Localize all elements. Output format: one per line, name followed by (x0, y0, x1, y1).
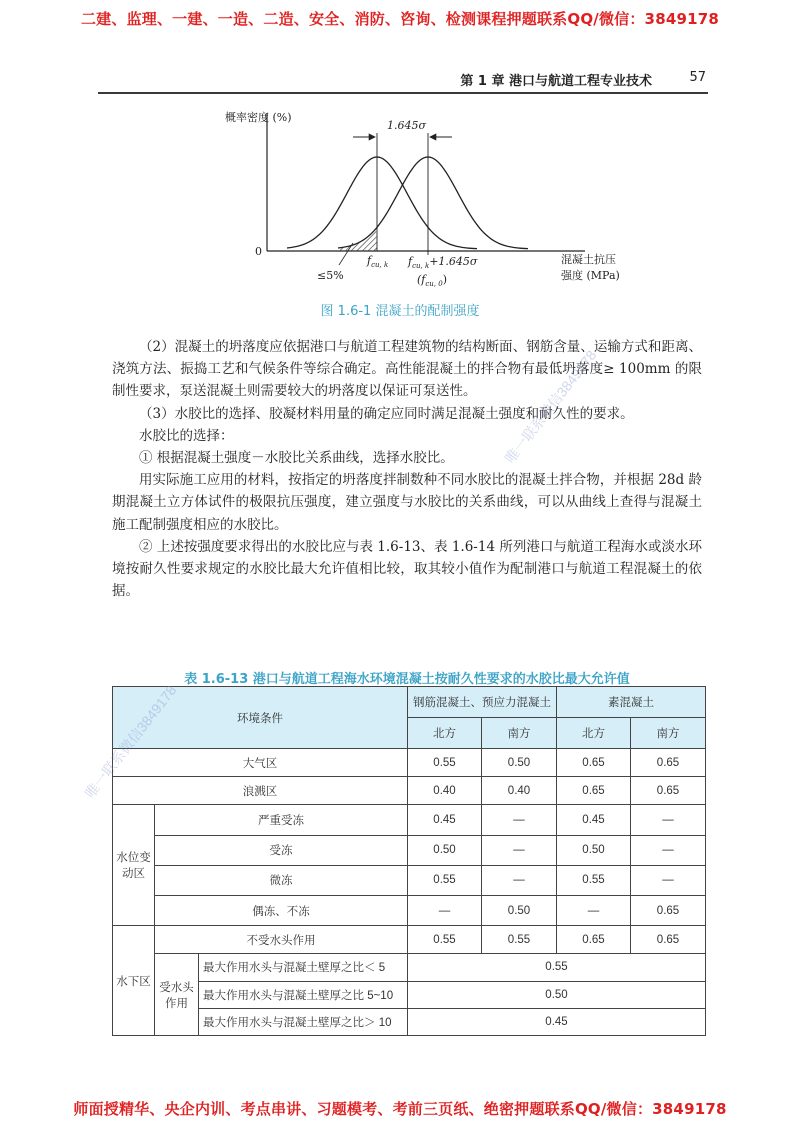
distribution-curve-prep (338, 157, 528, 249)
table-row (113, 835, 706, 865)
header-reinforced: 钢筋混凝土、预应力混凝土 (408, 687, 557, 718)
page-number: 57 (689, 70, 706, 85)
bottom-promo-banner: 师面授精华、央企内训、考点串讲、习题模考、考前三页纸、绝密押题联系QQ/微信：3849178 (73, 1100, 727, 1118)
cell: — (631, 865, 706, 895)
table-row (113, 777, 706, 805)
row-label: 最大作用水头与混凝土壁厚之比＞ 10 (199, 1008, 408, 1035)
figure-caption: 图 1.6-1 混凝土的配制强度 (320, 304, 480, 319)
row-label: 浪溅区 (113, 777, 408, 805)
plus-sigma: +1.645σ (429, 255, 478, 268)
cell: 0.50 (482, 749, 557, 777)
table-row (113, 895, 706, 925)
cell: 0.45 (557, 805, 631, 835)
cell: 0.55 (408, 954, 706, 981)
header-south: 南方 (631, 718, 706, 749)
cell: 0.65 (557, 749, 631, 777)
fcuk-sub: cu, k (371, 261, 389, 269)
row-label: 微冻 (155, 865, 408, 895)
distribution-curve-design (287, 157, 477, 249)
header-environment: 环境条件 (113, 687, 408, 749)
fcuk-label (366, 254, 388, 269)
row-label: 最大作用水头与混凝土壁厚之比＜ 5 (199, 954, 408, 981)
cell: 0.65 (631, 926, 706, 954)
body-text (112, 336, 702, 602)
cell: 0.65 (631, 777, 706, 805)
paragraph-slump: （2）混凝土的坍落度应依据港口与航道工程建筑物的结构断面、钢筋含量、运输方式和距离、浇筑方法、振捣工艺和气候条件等综合确定。高性能混凝土的拌合物有最低坍落度≥ 100mm 的限制性要求，泵送混凝土则需要较大的坍落度以保证可泵送性。 (112, 339, 702, 400)
figure-svg (225, 105, 645, 300)
watermark-left: 唯一联系微信3849178 (81, 682, 180, 802)
top-promo-banner: 二建、监理、一建、一造、二造、安全、消防、咨询、检测课程押题联系QQ/微信：3849178 (80, 10, 720, 28)
concrete-strength-figure (225, 105, 645, 300)
table-row (113, 981, 706, 1008)
cell: — (557, 895, 631, 925)
paragraph-method: 用实际施工应用的材料，按指定的坍落度拌制数种不同水胶比的混凝土拌合物，并根据 28d 龄期混凝土立方体试件的极限抗压强度，建立强度与水胶比的关系曲线，可以从曲线上查得与混凝土施工配制强度相应的水胶比。 (112, 472, 702, 533)
cell: 0.55 (408, 749, 482, 777)
cell: 0.45 (408, 805, 482, 835)
fcuk2-f: f (408, 255, 413, 268)
table-row (113, 865, 706, 895)
fcu0-label (417, 273, 447, 288)
table-caption: 表 1.6-13 港口与航道工程海水环境混凝土按耐久性要求的水胶比最大允许值 (184, 672, 630, 687)
x-axis-label-1: 混凝土抗压 (561, 253, 616, 266)
row-label: 最大作用水头与混凝土壁厚之比 5~10 (199, 981, 408, 1008)
cell: 0.55 (408, 865, 482, 895)
cell: 0.50 (482, 895, 557, 925)
five-percent-label: ≤5% (317, 269, 344, 282)
wb-ratio-table (112, 686, 706, 1036)
row-label: 大气区 (113, 749, 408, 777)
header-north: 北方 (557, 718, 631, 749)
cell: 0.55 (557, 865, 631, 895)
paragraph-step-1: ① 根据混凝土强度－水胶比关系曲线，选择水胶比。 (139, 450, 454, 467)
group-tidal: 水位变动区 (113, 805, 155, 926)
cell: 0.45 (408, 1008, 706, 1035)
table-row (113, 954, 706, 981)
paragraph-wb-ratio: （3）水胶比的选择、胶凝材料用量的确定应同时满足混凝土强度和耐久性的要求。 (139, 405, 634, 422)
watermark-center: 唯一联系微信3849178 (501, 347, 600, 467)
cell: 0.65 (557, 777, 631, 805)
spread-label: 1.645σ (387, 119, 426, 132)
group-underwater: 水下区 (113, 926, 155, 1036)
chapter-title: 第 1 章 港口与航道工程专业技术 (460, 74, 652, 89)
row-label: 严重受冻 (155, 805, 408, 835)
cell: — (482, 805, 557, 835)
fcu0-close: ) (442, 273, 448, 286)
row-label: 受冻 (155, 835, 408, 865)
y-axis-label: 概率密度 (%) (225, 111, 292, 124)
fcuk-f: f (367, 254, 372, 267)
header-south: 南方 (482, 718, 557, 749)
table-row (113, 926, 706, 954)
cell: 0.40 (408, 777, 482, 805)
cell: 0.65 (631, 895, 706, 925)
cell: 0.50 (408, 981, 706, 1008)
table-row (113, 805, 706, 835)
cell: — (482, 865, 557, 895)
paragraph-wb-select: 水胶比的选择： (139, 427, 234, 444)
cell: — (408, 895, 482, 925)
header-north: 北方 (408, 718, 482, 749)
cell: 0.55 (408, 926, 482, 954)
row-label: 偶冻、不冻 (155, 895, 408, 925)
cell: — (631, 835, 706, 865)
fcuk2-sub: cu, k (412, 262, 430, 270)
cell: 0.40 (482, 777, 557, 805)
cell: 0.65 (557, 926, 631, 954)
origin-label: 0 (255, 245, 262, 258)
subgroup-head: 受水头作用 (155, 954, 199, 1036)
fcu0-open: (f (417, 273, 426, 286)
cell: 0.50 (408, 835, 482, 865)
cell: — (631, 805, 706, 835)
fcuk-plus-label (407, 255, 478, 270)
paragraph-step-2: ② 上述按强度要求得出的水胶比应与表 1.6-13、表 1.6-14 所列港口与航道工程海水或淡水环境按耐久性要求规定的水胶比最大允许值相比较，取其较小值作为配制港口与航道工程混凝土的依据。 (112, 538, 702, 600)
table-row (113, 1008, 706, 1035)
page-header (98, 68, 708, 94)
cell: 0.55 (482, 926, 557, 954)
fcu0-sub: cu, 0 (425, 280, 443, 288)
header-plain: 素混凝土 (557, 687, 706, 718)
cell: 0.50 (557, 835, 631, 865)
x-axis-label-2: 强度 (MPa) (561, 269, 620, 282)
row-label: 不受水头作用 (155, 926, 408, 954)
cell: — (482, 835, 557, 865)
table-row (113, 749, 706, 777)
cell: 0.65 (631, 749, 706, 777)
